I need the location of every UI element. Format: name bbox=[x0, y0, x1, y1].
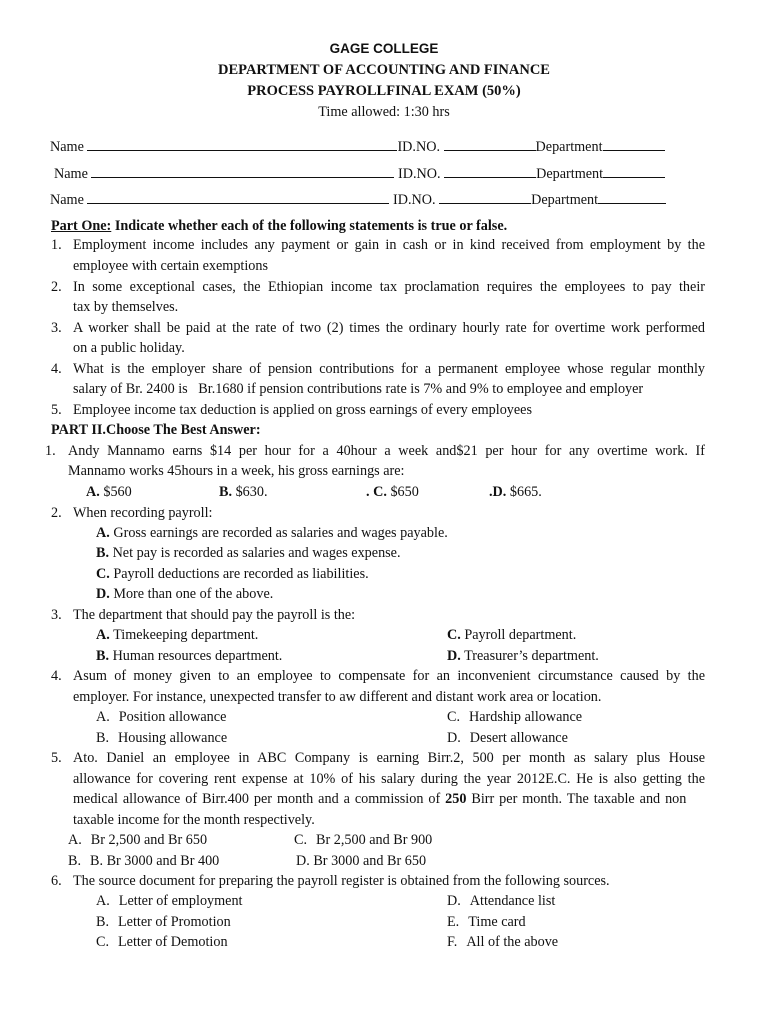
option-letter: A. bbox=[96, 525, 110, 541]
option-text: Time card bbox=[468, 914, 526, 930]
q2-stem: When recording payroll: bbox=[73, 505, 213, 521]
option-letter: C. bbox=[447, 627, 461, 643]
option-letter: C. bbox=[96, 566, 110, 582]
q6-option-c[interactable] bbox=[96, 934, 228, 951]
q1-num: 1. bbox=[45, 443, 56, 459]
option-text: Br 2,500 and Br 900 bbox=[316, 832, 433, 848]
department-label: Department bbox=[536, 166, 604, 182]
option-letter: A. bbox=[68, 832, 82, 848]
q4-option-a[interactable] bbox=[96, 709, 226, 726]
option-text: All of the above bbox=[466, 934, 559, 950]
q5-line-3-post: Birr per month. The taxable and non bbox=[466, 791, 687, 807]
id-field[interactable] bbox=[439, 190, 531, 204]
option-letter: B. bbox=[68, 853, 82, 869]
option-letter: B. bbox=[96, 914, 110, 930]
college-name: GAGE COLLEGE bbox=[329, 41, 439, 56]
q4-option-c[interactable] bbox=[447, 709, 582, 726]
time-allowed: Time allowed: 1:30 hrs bbox=[318, 104, 450, 120]
option-text: Housing allowance bbox=[118, 730, 228, 746]
option-letter: C. bbox=[96, 934, 110, 950]
option-letter: A. bbox=[86, 484, 100, 500]
q6-option-f[interactable] bbox=[447, 934, 558, 951]
q4-option-d[interactable] bbox=[447, 730, 568, 747]
p1-item-1-line-1: Employment income includes any payment or gain in cash or in kind received from employment by the bbox=[73, 237, 705, 253]
option-letter: A. bbox=[96, 627, 110, 643]
name-label: Name bbox=[54, 166, 88, 182]
option-text: $650 bbox=[386, 484, 419, 500]
student-row-2 bbox=[54, 164, 665, 182]
p1-item-3-line-1: A worker shall be paid at the rate of two (2) times the ordinary hourly rate for overtime work performed bbox=[73, 320, 705, 336]
p1-num-4: 4. bbox=[51, 361, 62, 377]
option-letter: B. bbox=[219, 484, 233, 500]
option-text: Timekeeping department. bbox=[109, 627, 259, 643]
q2-option-d[interactable] bbox=[96, 586, 273, 603]
q5-num: 5. bbox=[51, 750, 62, 766]
part-one-heading bbox=[51, 218, 507, 235]
exam-title: PROCESS PAYROLLFINAL EXAM (50%) bbox=[247, 83, 521, 99]
q6-option-a[interactable] bbox=[96, 893, 243, 910]
q6-stem: The source document for preparing the payroll register is obtained from the following sources. bbox=[73, 873, 610, 889]
option-text: Letter of Demotion bbox=[118, 934, 228, 950]
p1-item-1-line-2: employee with certain exemptions bbox=[73, 258, 269, 274]
q1-option-d[interactable] bbox=[489, 484, 542, 501]
part-two-heading: PART II.Choose The Best Answer: bbox=[51, 422, 261, 438]
id-label: ID.NO. bbox=[397, 166, 441, 182]
option-text: B. Br 3000 and Br 400 bbox=[90, 853, 220, 869]
department-label: Department bbox=[535, 139, 603, 155]
option-letter: C. bbox=[447, 709, 461, 725]
q1-option-c[interactable] bbox=[366, 484, 419, 501]
q1-option-b[interactable] bbox=[219, 484, 267, 501]
q6-option-e[interactable] bbox=[447, 914, 526, 931]
option-text: Treasurer’s department. bbox=[460, 648, 599, 664]
q5-line-3 bbox=[73, 791, 705, 808]
p1-item-4-line-2: salary of Br. 2400 is Br.1680 if pension contributions rate is 7% and 9% to employee and employer bbox=[73, 381, 644, 397]
p1-num-1: 1. bbox=[51, 237, 62, 253]
q3-option-a[interactable] bbox=[96, 627, 258, 644]
q2-option-a[interactable] bbox=[96, 525, 448, 542]
option-text: Human resources department. bbox=[109, 648, 283, 664]
p1-item-3-line-2: on a public holiday. bbox=[73, 340, 185, 356]
q2-num: 2. bbox=[51, 505, 62, 521]
option-letter: A. bbox=[96, 893, 110, 909]
part-one-instruction: Indicate whether each of the following statements is true or false. bbox=[111, 218, 508, 234]
q4-line-1: Asum of money given to an employee to compensate for an inconvenient circumstance caused by the bbox=[73, 668, 705, 684]
q5-line-3-pre: medical allowance of Birr.400 per month and a commission of bbox=[73, 791, 446, 807]
q3-option-b[interactable] bbox=[96, 648, 282, 665]
q5-option-a[interactable] bbox=[68, 832, 207, 849]
q5-line-2: allowance for covering rent expense at 10% of his salary during the year 2012E.C. He is also getting the bbox=[73, 771, 705, 787]
q2-option-b[interactable] bbox=[96, 545, 401, 562]
option-letter: D. bbox=[96, 586, 110, 602]
q5-line-1: Ato. Daniel an employee in ABC Company is earning Birr.2, 500 per month as salary plus House bbox=[73, 750, 705, 766]
p1-item-5-line-1: Employee income tax deduction is applied on gross earnings of every employees bbox=[73, 402, 532, 418]
id-field[interactable] bbox=[444, 137, 536, 151]
option-letter: D. bbox=[447, 730, 461, 746]
student-row-1 bbox=[50, 137, 665, 155]
q5-option-d[interactable] bbox=[296, 853, 426, 870]
q4-line-2: employer. For instance, unexpected transfer to aw different and distant work area or location. bbox=[73, 689, 602, 705]
option-letter: A. bbox=[96, 709, 110, 725]
q5-option-c[interactable] bbox=[294, 832, 432, 849]
department-field[interactable] bbox=[603, 137, 665, 151]
name-label: Name bbox=[50, 139, 84, 155]
option-text: Br 2,500 and Br 650 bbox=[90, 832, 208, 848]
option-letter: C. bbox=[294, 832, 308, 848]
department-field[interactable] bbox=[603, 164, 665, 178]
option-text: Position allowance bbox=[118, 709, 227, 725]
option-text: Payroll deductions are recorded as liabilities. bbox=[109, 566, 369, 582]
option-text: $560 bbox=[99, 484, 132, 500]
option-text: More than one of the above. bbox=[109, 586, 274, 602]
p1-item-2-line-1: In some exceptional cases, the Ethiopian income tax proclamation requires the employees to pay their bbox=[73, 279, 705, 295]
option-text: $630. bbox=[232, 484, 268, 500]
p1-item-4-line-1: What is the employer share of pension contributions for a permanent employee whose regular monthly bbox=[73, 361, 705, 377]
option-text: Hardship allowance bbox=[469, 709, 583, 725]
option-letter: .D. bbox=[489, 484, 507, 500]
q6-option-b[interactable] bbox=[96, 914, 231, 931]
student-row-3 bbox=[50, 190, 666, 208]
q5-line-4: taxable income for the month respectively. bbox=[73, 812, 315, 828]
option-letter: F. bbox=[447, 934, 458, 950]
option-letter: D. bbox=[447, 893, 461, 909]
name-field[interactable] bbox=[91, 164, 394, 178]
option-text: D. Br 3000 and Br 650 bbox=[296, 853, 427, 869]
option-text: Desert allowance bbox=[469, 730, 568, 746]
option-letter: E. bbox=[447, 914, 460, 930]
q5-option-b[interactable] bbox=[68, 853, 219, 870]
name-field[interactable] bbox=[87, 137, 397, 151]
q1-option-a[interactable] bbox=[86, 484, 132, 501]
q2-option-c[interactable] bbox=[96, 566, 369, 583]
option-text: Letter of Promotion bbox=[118, 914, 231, 930]
part-one-label: Part One: bbox=[51, 218, 112, 234]
p1-num-2: 2. bbox=[51, 279, 62, 295]
option-text: Net pay is recorded as salaries and wages expense. bbox=[109, 545, 401, 561]
q3-option-d[interactable] bbox=[447, 648, 599, 665]
option-text: $665. bbox=[506, 484, 542, 500]
option-text: Payroll department. bbox=[460, 627, 577, 643]
q4-option-b[interactable] bbox=[96, 730, 227, 747]
p1-item-2-line-2: tax by themselves. bbox=[73, 299, 179, 315]
q5-commission-amount: 250 bbox=[445, 791, 467, 807]
p1-num-3: 3. bbox=[51, 320, 62, 336]
option-letter: B. bbox=[96, 545, 110, 561]
q4-num: 4. bbox=[51, 668, 62, 684]
q3-stem: The department that should pay the payroll is the: bbox=[73, 607, 356, 623]
name-label: Name bbox=[50, 192, 84, 208]
q3-option-c[interactable] bbox=[447, 627, 576, 644]
name-field[interactable] bbox=[87, 190, 389, 204]
department-label: Department bbox=[531, 192, 599, 208]
id-label: ID.NO. bbox=[397, 139, 440, 155]
q1-line-2: Mannamo works 45hours in a week, his gross earnings are: bbox=[68, 463, 405, 479]
option-letter: B. bbox=[96, 648, 110, 664]
id-label: ID.NO. bbox=[392, 192, 436, 208]
option-letter: . C. bbox=[366, 484, 387, 500]
department-field[interactable] bbox=[598, 190, 666, 204]
id-field[interactable] bbox=[444, 164, 536, 178]
option-letter: D. bbox=[447, 648, 461, 664]
option-letter: B. bbox=[96, 730, 110, 746]
option-text: Gross earnings are recorded as salaries and wages payable. bbox=[109, 525, 448, 541]
option-text: Letter of employment bbox=[118, 893, 243, 909]
option-text: Attendance list bbox=[469, 893, 556, 909]
q1-line-1: Andy Mannamo earns $14 per hour for a 40hour a week and$21 per hour for any overtime work. If bbox=[68, 443, 705, 459]
department-title: DEPARTMENT OF ACCOUNTING AND FINANCE bbox=[218, 62, 550, 78]
q3-num: 3. bbox=[51, 607, 62, 623]
p1-num-5: 5. bbox=[51, 402, 62, 418]
q6-num: 6. bbox=[51, 873, 62, 889]
q6-option-d[interactable] bbox=[447, 893, 555, 910]
